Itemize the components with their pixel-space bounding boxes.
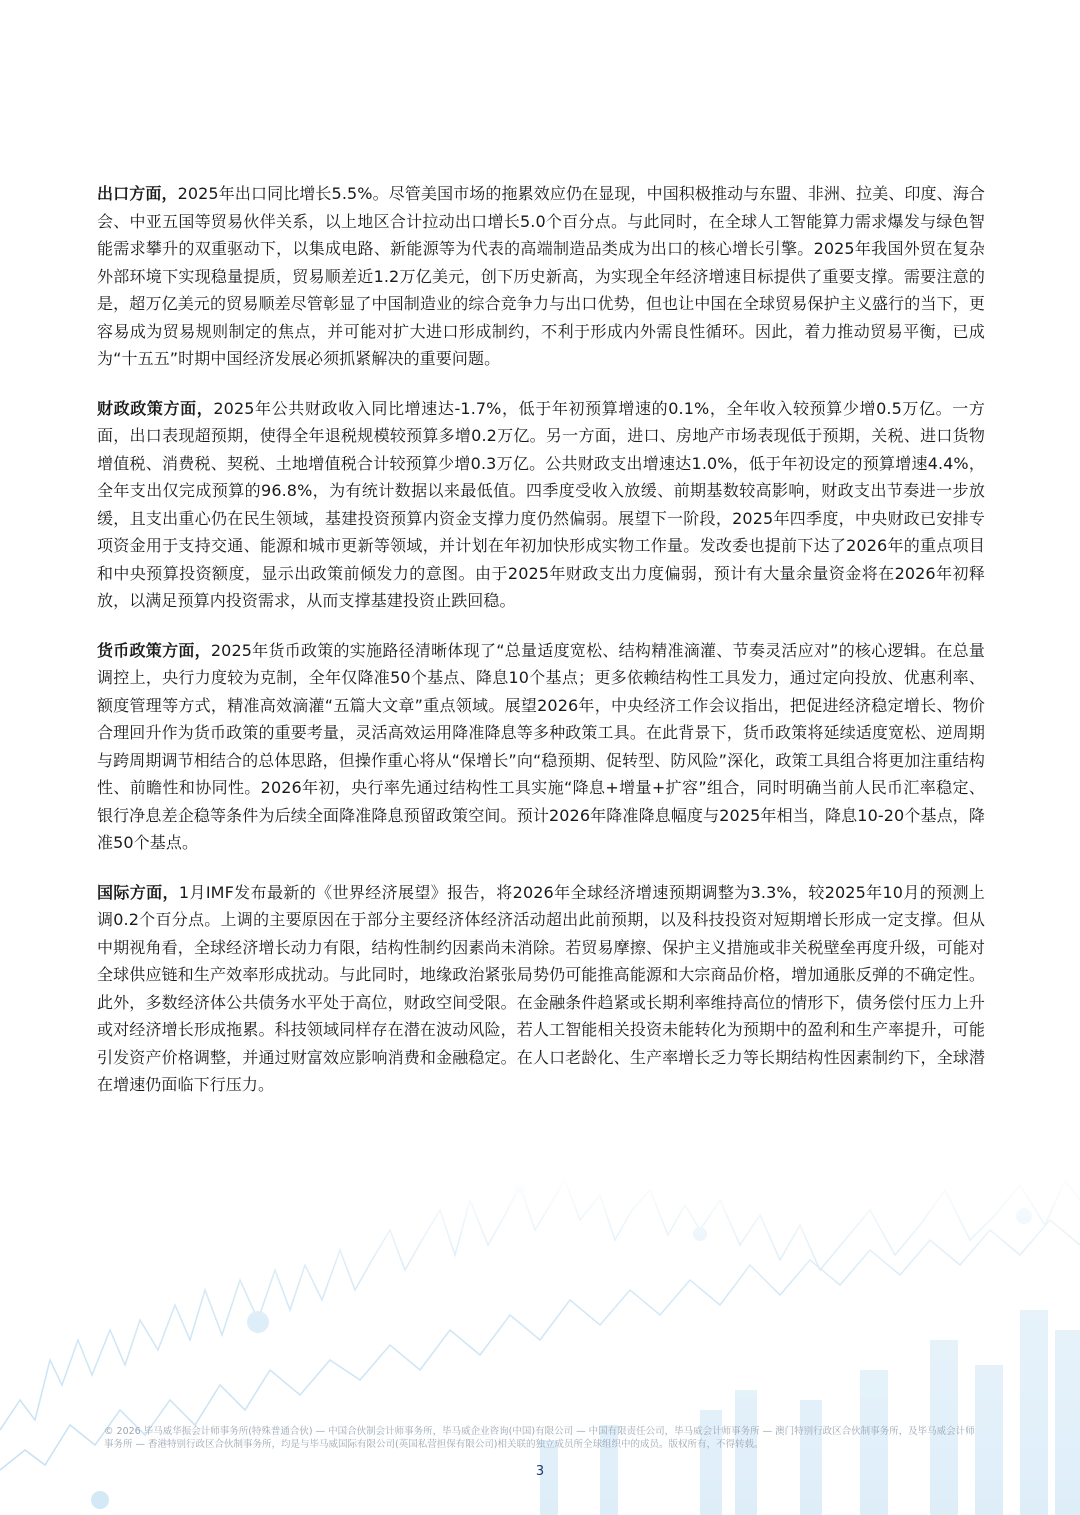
paragraph-international	[97, 879, 985, 1099]
paragraph-text: 2025年出口同比增长5.5%。尽管美国市场的拖累效应仍在显现，中国积极推动与东盟、非洲、拉美、印度、海合会、中亚五国等贸易伙伴关系，以上地区合计拉动出口增长5.0个百分点。与此同时，在全球人工智能算力需求爆发与绿色智能需求攀升的双重驱动下，以集成电路、新能源等为代表的高端制造品类成为出口的核心增长引擎。2025年我国外贸在复杂外部环境下实现稳量提质，贸易顺差近1.2万亿美元，创下历史新高，为实现全年经济增速目标提供了重要支撑。需要注意的是，超万亿美元的贸易顺差尽管彰显了中国制造业的综合竞争力与出口优势，但也让中国在全球贸易保护主义盛行的当下，更容易成为贸易规则制定的焦点，并可能对扩大进口形成制约，不利于形成内外需良性循环。因此，着力推动贸易平衡，已成为“十五五”时期中国经济发展必须抓紧解决的重要问题。	[97, 184, 985, 368]
paragraph-monetary-policy	[97, 637, 985, 857]
copyright-notice: © 2026 毕马威华振会计师事务所(特殊普通合伙) — 中国合伙制会计师事务所，毕马威企业咨询(中国)有限公司 — 中国有限责任公司，毕马威会计师事务所 — 澳门特别行政区合伙制事务所，及毕马威会计师事务所 — 香港特别行政区合伙制事务所，均是与毕马威国际有限公司(英国私营担保有限公司)相关联的独立成员所全球组织中的成员。版权所有，不得转载。	[104, 1426, 975, 1450]
page-number: 3	[535, 1464, 545, 1479]
paragraph-text: 2025年货币政策的实施路径清晰体现了“总量适度宽松、结构精准滴灌、节奏灵活应对”的核心逻辑。在总量调控上，央行力度较为克制，全年仅降准50个基点、降息10个基点；更多依赖结构性工具发力，通过定向投放、优惠利率、额度管理等方式，精准高效滴灌“五篇大文章”重点领域。展望2026年，中央经济工作会议指出，把促进经济稳定增长、物价合理回升作为货币政策的重要考量，灵活高效运用降准降息等多种政策工具。在此背景下，货币政策将延续适度宽松、逆周期与跨周期调节相结合的总体思路，但操作重心将从“保增长”向“稳预期、促转型、防风险”深化，政策工具组合将更加注重结构性、前瞻性和协同性。2026年初，央行率先通过结构性工具实施“降息+增量+扩容”组合，同时明确当前人民币汇率稳定、银行净息差企稳等条件为后续全面降准降息预留政策空间。预计2026年降准降息幅度与2025年相当，降息10-20个基点，降准50个基点。	[97, 640, 985, 852]
paragraph-fiscal-policy	[97, 395, 985, 615]
paragraph-exports	[97, 180, 985, 373]
article-body	[97, 180, 985, 1121]
paragraph-heading: 财政政策方面，	[97, 398, 214, 418]
paragraph-text: 2025年公共财政收入同比增速达-1.7%，低于年初预算增速的0.1%，全年收入较预算少增0.5万亿。一方面，出口表现超预期，使得全年退税规模较预算多增0.2万亿。另一方面，进口、房地产市场表现低于预期，关税、进口货物增值税、消费税、契税、土地增值税合计较预算少增0.3万亿。公共财政支出增速达1.0%，低于年初设定的预算增速4.4%，全年支出仅完成预算的96.8%，为有统计数据以来最低值。四季度受收入放缓、前期基数较高影响，财政支出节奏进一步放缓，且支出重心仍在民生领域，基建投资预算内资金支撑力度仍然偏弱。展望下一阶段，2025年四季度，中央财政已安排专项资金用于支持交通、能源和城市更新等领域，并计划在年初加快形成实物工作量。发改委也提前下达了2026年的重点项目和中央预算投资额度，显示出政策前倾发力的意图。由于2025年财政支出力度偏弱，预计有大量余量资金将在2026年初释放，以满足预算内投资需求，从而支撑基建投资止跌回稳。	[97, 398, 985, 610]
paragraph-heading: 国际方面，	[97, 882, 179, 902]
paragraph-heading: 出口方面，	[97, 184, 178, 203]
paragraph-heading: 货币政策方面，	[97, 640, 211, 660]
paragraph-text: 1月IMF发布最新的《世界经济展望》报告，将2026年全球经济增速预期调整为3.3%，较2025年10月的预测上调0.2个百分点。上调的主要原因在于部分主要经济体经济活动超出此前预期，以及科技投资对短期增长形成一定支撑。但从中期视角看，全球经济增长动力有限，结构性制约因素尚未消除。若贸易摩擦、保护主义措施或非关税壁垒再度升级，可能对全球供应链和生产效率形成扰动。与此同时，地缘政治紧张局势仍可能推高能源和大宗商品价格，增加通胀反弹的不确定性。此外，多数经济体公共债务水平处于高位，财政空间受限。在金融条件趋紧或长期利率维持高位的情形下，债务偿付压力上升或对经济增长形成拖累。科技领域同样存在潜在波动风险，若人工智能相关投资未能转化为预期中的盈利和生产率提升，可能引发资产价格调整，并通过财富效应影响消费和金融稳定。在人口老龄化、生产率增长乏力等长期结构性因素制约下，全球潜在增速仍面临下行压力。	[97, 882, 985, 1094]
